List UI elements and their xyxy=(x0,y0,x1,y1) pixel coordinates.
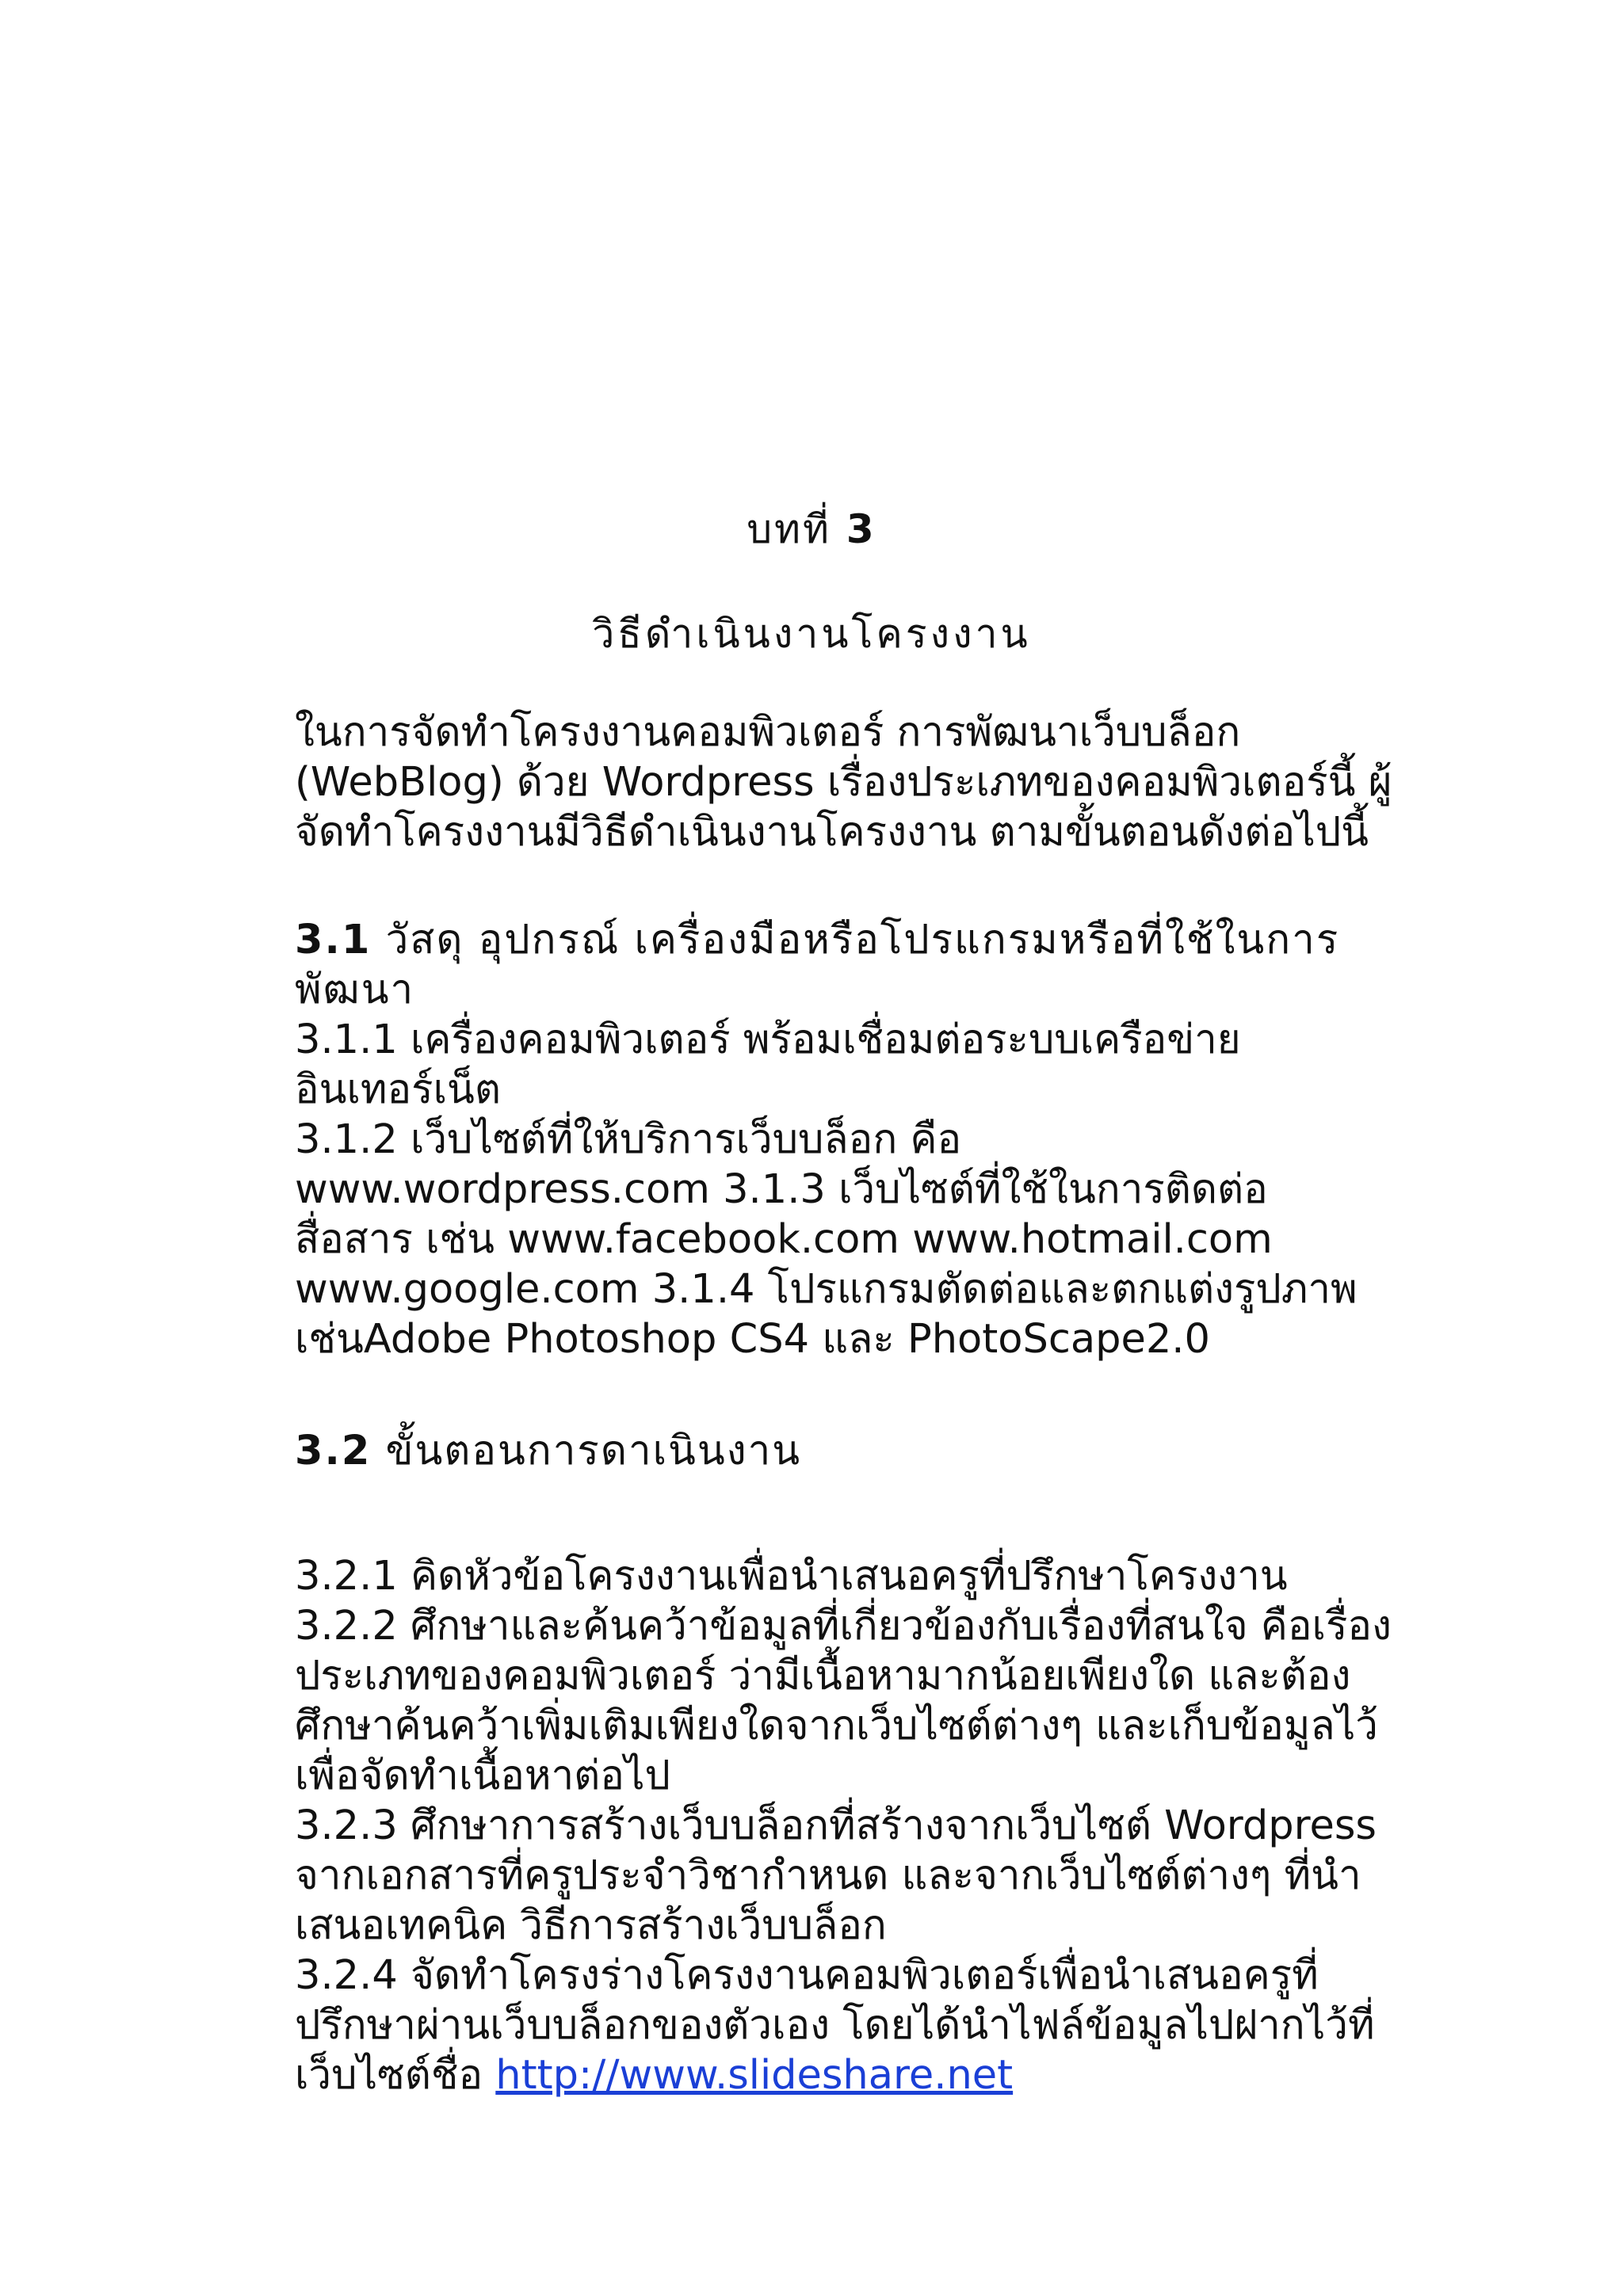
section-3-2-line: เพื่อจัดทำเนื้อหาต่อไป xyxy=(295,1753,670,1799)
section-3-2-line: เสนอเทคนิค วิธีการสร้างเว็บบล็อก xyxy=(295,1902,887,1949)
chapter-number: 3 xyxy=(846,506,876,552)
website-label: เว็บไซต์ชื่อ xyxy=(295,2052,483,2099)
section-3-2-line: 3.2.4 จัดทำโครงร่างโครงงานคอมพิวเตอร์เพื่อนำเสนอครูที่ xyxy=(295,1952,1319,1999)
section-3-1-heading xyxy=(295,915,1420,965)
section-3-1-line: อินเทอร์เน็ต xyxy=(295,1066,501,1113)
intro-line: จัดทำโครงงานมีวิธีดำเนินงานโครงงาน ตามขั้นตอนดังต่อไปนี้ xyxy=(295,809,1369,856)
section-3-1 xyxy=(295,915,1420,1364)
section-3-2-line: ศึกษาค้นคว้าเพิ่มเติมเพียงใดจากเว็บไซต์ต่างๆ และเก็บข้อมูลไว้ xyxy=(295,1703,1378,1749)
section-3-2-line: ประเภทของคอมพิวเตอร์ ว่ามีเนื้อหามากน้อยเพียงใด และต้อง xyxy=(295,1653,1351,1699)
section-3-1-line: 3.1.1 เครื่องคอมพิวเตอร์ พร้อมเชื่อมต่อระบบเครือข่าย xyxy=(295,1016,1241,1063)
section-3-2-line: ปรึกษาผ่านเว็บบล็อกของตัวเอง โดยได้นำไฟล์ข้อมูลไปฝากไว้ที่ xyxy=(295,2002,1375,2049)
section-3-1-line: www.google.com 3.1.4 โปรแกรมตัดต่อและตกแต่งรูปภาพ xyxy=(295,1266,1358,1313)
section-3-2-number: 3.2 xyxy=(295,1428,372,1474)
section-3-2-line: 3.2.3 ศึกษาการสร้างเว็บบล็อกที่สร้างจากเว็บไซต์ Wordpress xyxy=(295,1802,1377,1849)
section-3-2 xyxy=(295,1551,1420,2100)
intro-line: ในการจัดทำโครงงานคอมพิวเตอร์ การพัฒนาเว็บบล็อก xyxy=(295,709,1241,756)
section-3-2-line: 3.2.1 คิดหัวข้อโครงงานเพื่อนำเสนอครูที่ปรึกษาโครงงาน xyxy=(295,1553,1288,1600)
slideshare-link[interactable]: http://www.slideshare.net xyxy=(495,2052,1014,2099)
section-3-2-last-line xyxy=(295,2050,1420,2100)
section-3-1-title-cont: พัฒนา xyxy=(295,967,415,1013)
section-3-2-line: 3.2.2 ศึกษาและค้นคว้าข้อมูลที่เกี่ยวข้องกับเรื่องที่สนใจ คือเรื่อง xyxy=(295,1603,1392,1650)
chapter-heading xyxy=(0,498,1623,561)
section-3-2-line: จากเอกสารที่ครูประจำวิชากำหนด และจากเว็บไซต์ต่างๆ ที่นำ xyxy=(295,1852,1361,1899)
section-3-1-line: 3.1.2 เว็บไซต์ที่ให้บริการเว็บบล็อก คือ xyxy=(295,1116,962,1163)
section-3-2-heading xyxy=(295,1426,1420,1476)
section-3-1-line: www.wordpress.com 3.1.3 เว็บไซต์ที่ใช้ในการติดต่อ xyxy=(295,1166,1268,1213)
intro-paragraph xyxy=(295,707,1420,857)
section-3-1-number: 3.1 xyxy=(295,917,372,963)
intro-line: (WebBlog) ด้วย Wordpress เรื่องประเภทของคอมพิวเตอร์นี้ ผู้ xyxy=(295,759,1392,806)
section-3-1-line: สื่อสาร เช่น www.facebook.com www.hotmail.com xyxy=(295,1216,1273,1263)
section-3-1-title: วัสดุ อุปกรณ์ เครื่องมือหรือโปรแกรมหรือที่ใช้ในการ xyxy=(385,917,1340,963)
chapter-label: บทที่ xyxy=(747,506,831,552)
chapter-title: วิธีดำเนินงานโครงงาน xyxy=(592,611,1031,657)
section-3-1-line: เช่นAdobe Photoshop CS4 และ PhotoScape2.0 xyxy=(295,1316,1210,1363)
section-3-2-title: ขั้นตอนการดาเนินงาน xyxy=(385,1428,802,1474)
